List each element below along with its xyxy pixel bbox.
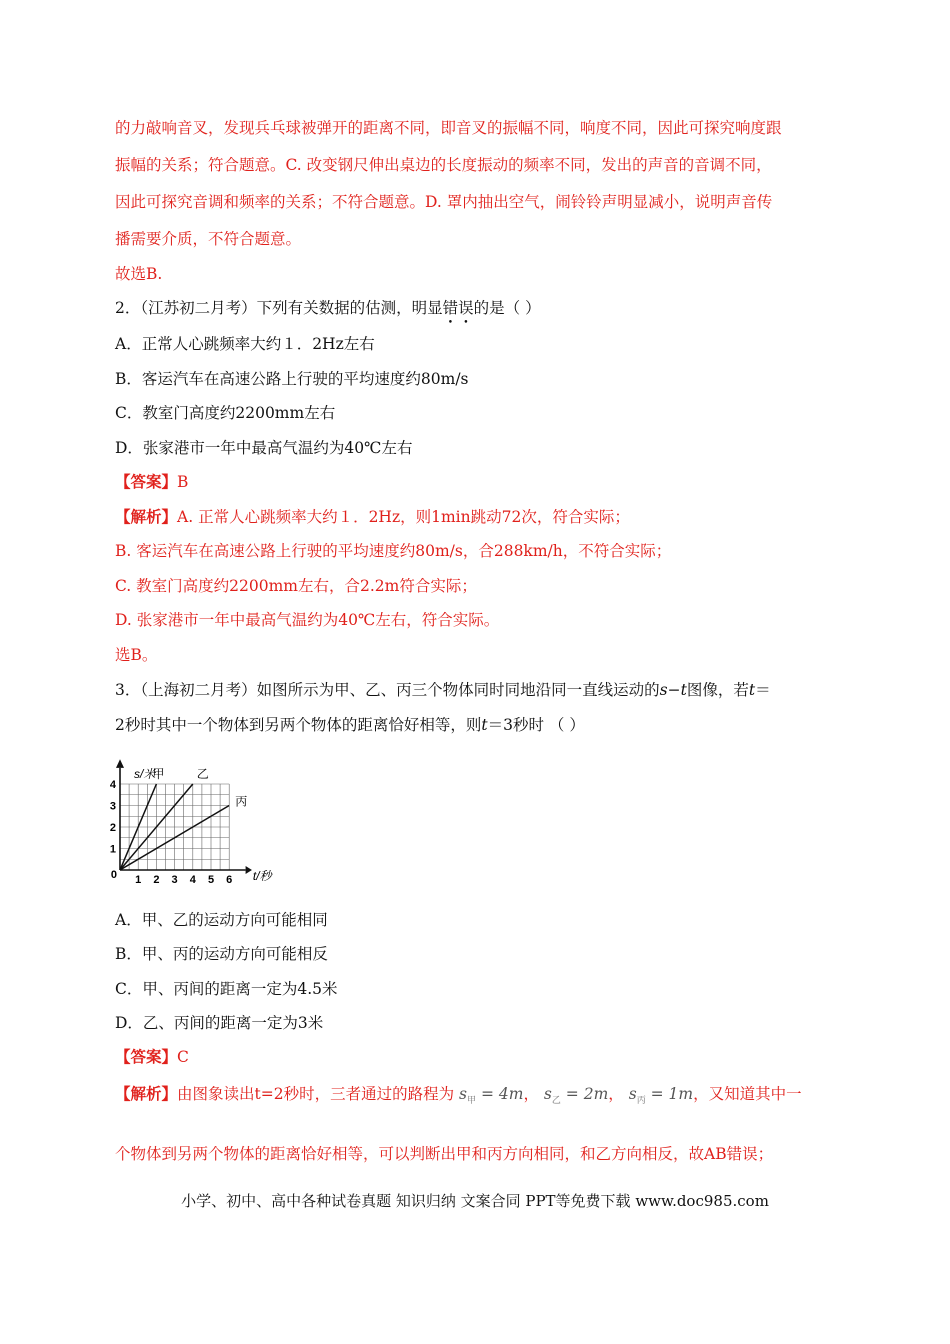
y-axis-arrow <box>116 759 124 768</box>
q3-eq-yi: $s_乙 = 2m$ <box>543 1085 609 1107</box>
q2-stem-emphasis-1: 错 <box>442 299 459 317</box>
q2-option-d: D．张家港市一年中最高气温约为40℃左右 <box>115 439 413 457</box>
q2-option-b: B．客运汽车在高速公路上行驶的平均速度约80m/s <box>115 370 469 388</box>
x-tick-label: 1 <box>135 874 142 886</box>
intro-line-4: 播需要介质，不符合题意。 <box>115 230 302 248</box>
x-axis-label: t/秒 <box>252 869 272 883</box>
x-tick-label: 4 <box>189 874 196 886</box>
s-t-chart <box>110 748 300 886</box>
y-tick-label: 2 <box>110 822 116 834</box>
x-tick-label: 2 <box>153 874 160 886</box>
q3-eq-jia: $s_甲 = 4m$ <box>459 1085 524 1107</box>
intro-line-2: 振幅的关系；符合题意。C. 改变钢尺伸出桌边的长度振动的频率不同，发出的声音的音调不同， <box>115 156 772 174</box>
y-axis-label: s/米 <box>134 766 156 781</box>
q3-stem-part-a: 3．（上海初二月考）如图所示为甲、乙、丙三个物体同时同地沿同一直线运动的 <box>115 681 660 699</box>
q2-analysis-b: B. 客运汽车在高速公路上行驶的平均速度约80m/s，合288km/h，不符合实际； <box>115 542 672 560</box>
q2-analysis-label: 【解析】 <box>115 507 178 526</box>
q2-stem-emphasis-2: 误 <box>458 299 474 317</box>
q2-answer-label: 【答案】 <box>115 472 178 491</box>
q3-answer-value: C <box>177 1048 189 1066</box>
q2-analysis-c: C. 教室门高度约2200mm左右，合2.2m符合实际； <box>115 577 477 595</box>
q3-stem-line2-a: 2秒时其中一个物体到另两个物体的距离恰好相等，则 <box>115 716 482 734</box>
q3-eq-comma-1: ， <box>523 1085 539 1103</box>
q3-analysis-line-2: 个物体到另两个物体的距离恰好相等，可以判断出甲和丙方向相同，和乙方向相反，故AB错误； <box>115 1145 774 1163</box>
q2-stem <box>115 298 541 318</box>
page-footer: 小学、初中、高中各种试卷真题 知识归纳 文案合同 PPT等免费下载 www.doc985.com <box>181 1192 769 1210</box>
x-tick-label: 6 <box>226 874 233 886</box>
x-tick-label: 3 <box>171 874 178 886</box>
q3-eq-comma-2: ， <box>608 1085 624 1103</box>
q3-stem-var-t2: t <box>748 681 756 699</box>
q3-answer-label: 【答案】 <box>115 1047 178 1066</box>
q3-option-d: D．乙、丙间的距离一定为3米 <box>115 1014 324 1032</box>
q3-option-c: C．甲、丙间的距离一定为4.5米 <box>115 980 338 998</box>
q2-answer <box>115 472 188 492</box>
q3-stem-var-t: t <box>680 681 687 699</box>
q3-analysis-label: 【解析】 <box>115 1084 178 1103</box>
q2-analysis-a <box>115 507 630 527</box>
series-label-1: 甲 <box>152 767 165 781</box>
q2-analysis-d: D. 张家港市一年中最高气温约为40℃左右，符合实际。 <box>115 611 500 629</box>
x-axis-arrow <box>246 866 252 874</box>
intro-line-1: 的力敲响音叉，发现兵乓球被弹开的距离不同，即音叉的振幅不同，响度不同，因此可探究响度跟 <box>115 119 782 137</box>
intro-line-3: 因此可探究音调和频率的关系；不符合题意。D. 罩内抽出空气，闹铃铃声明显减小，说明声音传 <box>115 193 773 211</box>
q2-analysis-a-text: A. 正常人心跳频率大约１．2Hz，则1min跳动72次，符合实际； <box>177 508 630 526</box>
q3-analysis-line1-end: ，又知道其中一 <box>693 1085 802 1103</box>
q2-option-c: C．教室门高度约2200mm左右 <box>115 404 336 422</box>
q3-eq-bing: $s_丙 = 1m$ <box>628 1085 694 1107</box>
q3-stem-part-b: 图像，若 <box>686 681 749 699</box>
q3-analysis-line-1 <box>115 1084 802 1111</box>
intro-conclusion: 故选B. <box>115 265 163 283</box>
q2-stem-prefix: 2．（江苏初二月考）下列有关数据的估测，明显 <box>115 299 443 317</box>
q3-answer <box>115 1047 189 1067</box>
y-tick-label: 1 <box>110 843 116 856</box>
origin-label: 0 <box>110 869 117 881</box>
q3-stem-line2-var: t <box>481 716 488 734</box>
q2-option-a: A．正常人心跳频率大约１．2Hz左右 <box>115 335 375 353</box>
y-tick-label: 4 <box>110 779 116 791</box>
q3-stem-dash: − <box>667 681 681 699</box>
q3-analysis-text: 由图象读出t=2秒时，三者通过的路程为 <box>177 1085 455 1103</box>
y-tick-label: 3 <box>110 800 116 813</box>
q3-option-b: B．甲、丙的运动方向可能相反 <box>115 945 328 963</box>
q2-stem-suffix: 的是（ ） <box>473 299 541 317</box>
series-label-3: 丙 <box>235 794 248 809</box>
x-tick-label: 5 <box>207 874 215 886</box>
q3-stem-line-1 <box>115 680 771 700</box>
q3-stem-line2-b: ＝3秒时 （ ） <box>487 716 585 734</box>
q3-stem-line-2 <box>115 715 585 735</box>
q2-conclusion: 选B。 <box>115 646 158 664</box>
q2-answer-value: B <box>177 473 189 491</box>
series-label-2: 乙 <box>196 767 209 781</box>
q3-stem-var-s: s <box>659 681 668 699</box>
q3-stem-part-c: ＝ <box>755 681 771 699</box>
q3-option-a: A．甲、乙的运动方向可能相同 <box>115 911 328 929</box>
